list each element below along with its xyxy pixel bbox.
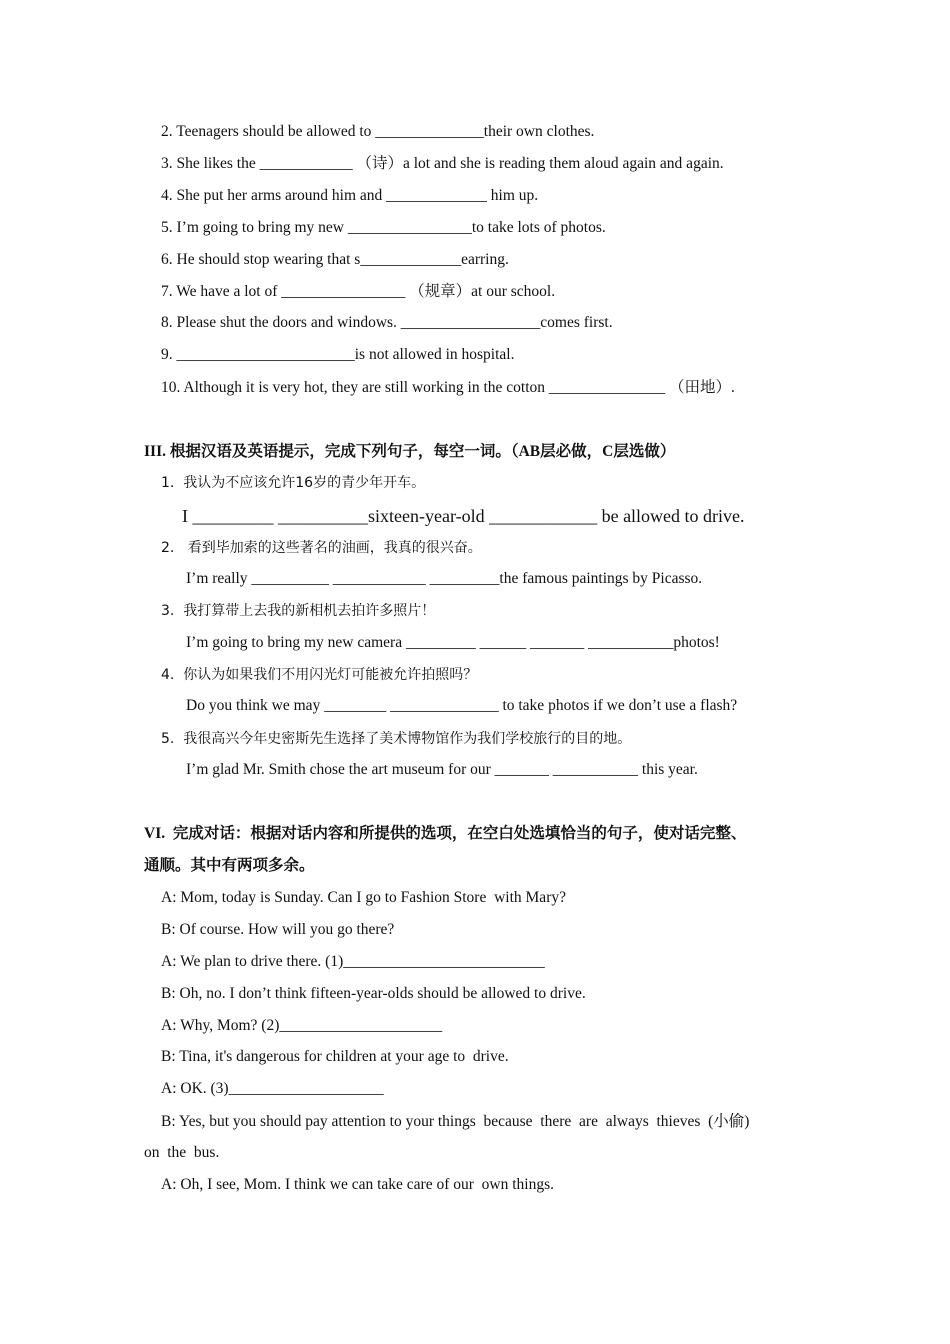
section-heading-vi-continued: 通顺。其中有两项多余。 xyxy=(144,857,315,874)
translation-q3-english: I’m going to bring my new camera _________ ______ _______ ___________photos! xyxy=(186,634,720,651)
dialogue-line: B: Tina, it's dangerous for children at your age to drive. xyxy=(161,1048,509,1065)
dialogue-line: A: Why, Mom? (2)_____________________ xyxy=(161,1017,443,1034)
translation-q4-english: Do you think we may ________ ______________ to take photos if we don’t use a flash? xyxy=(186,697,738,714)
translation-q1-chinese: 1. 我认为不应该允许16岁的青少年开车。 xyxy=(161,475,426,491)
dialogue-line: A: OK. (3)____________________ xyxy=(161,1080,384,1097)
dialogue-line: B: Yes, but you should pay attention to your things because there are always thieves (小偷) xyxy=(161,1113,750,1130)
dialogue-line: A: Mom, today is Sunday. Can I go to Fashion Store with Mary? xyxy=(161,889,566,906)
exercise-item-10: 10. Although it is very hot, they are still working in the cotton _______________ （田地）. xyxy=(161,379,735,396)
section-heading-iii: III. 根据汉语及英语提示，完成下列句子，每空一词。（AB层必做，C层选做） xyxy=(144,443,676,460)
dialogue-line-continued: on the bus. xyxy=(144,1144,220,1161)
exercise-item-8: 8. Please shut the doors and windows. __________________comes first. xyxy=(161,314,613,331)
dialogue-line: A: We plan to drive there. (1)__________________________ xyxy=(161,953,545,970)
translation-q3-chinese: 3. 我打算带上去我的新相机去拍许多照片！ xyxy=(161,603,436,619)
exercise-item-6: 6. He should stop wearing that s_____________earring. xyxy=(161,251,509,268)
exercise-item-5: 5. I’m going to bring my new ________________to take lots of photos. xyxy=(161,219,606,236)
dialogue-line: B: Of course. How will you go there? xyxy=(161,921,395,938)
section-heading-vi: VI. 完成对话：根据对话内容和所提供的选项，在空白处选填恰当的句子，使对话完整、 xyxy=(144,825,747,842)
translation-q2-chinese: 2. 看到毕加索的这些著名的油画，我真的很兴奋。 xyxy=(161,540,482,556)
dialogue-line: A: Oh, I see, Mom. I think we can take care of our own things. xyxy=(161,1176,554,1193)
exercise-item-2: 2. Teenagers should be allowed to ______________their own clothes. xyxy=(161,123,595,140)
exercise-item-3: 3. She likes the ____________ （诗）a lot and she is reading them aloud again and again. xyxy=(161,155,724,172)
translation-q4-chinese: 4. 你认为如果我们不用闪光灯可能被允许拍照吗？ xyxy=(161,667,478,683)
exercise-item-7: 7. We have a lot of ________________ （规章）at our school. xyxy=(161,283,556,300)
translation-q5-english: I’m glad Mr. Smith chose the art museum for our _______ ___________ this year. xyxy=(186,761,698,778)
exercise-item-9: 9. _______________________is not allowed in hospital. xyxy=(161,346,515,363)
translation-q1-english: I _________ __________sixteen-year-old ____________ be allowed to drive. xyxy=(182,506,745,526)
dialogue-line: B: Oh, no. I don’t think fifteen-year-olds should be allowed to drive. xyxy=(161,985,586,1002)
translation-q5-chinese: 5. 我很高兴今年史密斯先生选择了美术博物馆作为我们学校旅行的目的地。 xyxy=(161,731,632,747)
translation-q2-english: I’m really __________ ____________ _________the famous paintings by Picasso. xyxy=(186,570,703,587)
exercise-item-4: 4. She put her arms around him and _____________ him up. xyxy=(161,187,539,204)
